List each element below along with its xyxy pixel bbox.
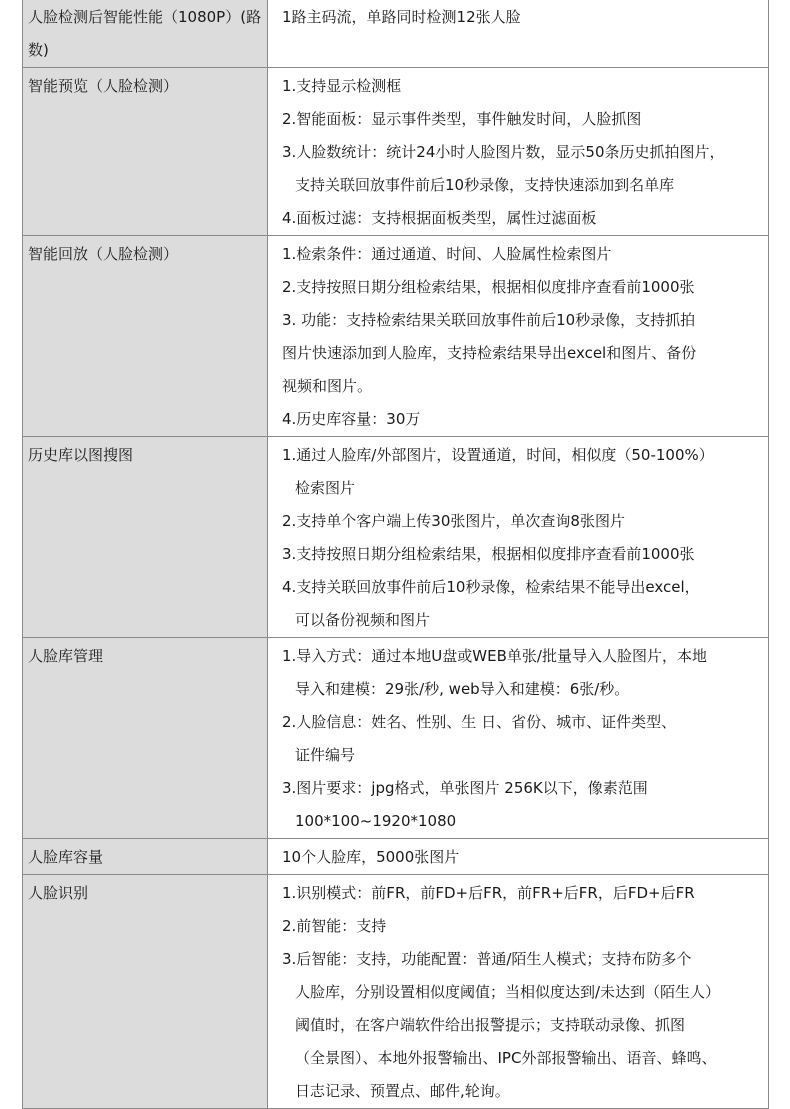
spec-value-line: 10个人脸库，5000张图片 <box>282 848 460 866</box>
spec-value-line: 3.支持按照日期分组检索结果，根据相似度排序查看前1000张 <box>282 545 695 563</box>
spec-value-line: 4.面板过滤：支持根据面板类型，属性过滤面板 <box>282 209 597 227</box>
spec-value-line: 2.支持按照日期分组检索结果，根据相似度排序查看前1000张 <box>282 278 695 296</box>
spec-row <box>23 437 769 638</box>
spec-value-line: 1.检索条件：通过通道、时间、人脸属性检索图片 <box>282 245 612 263</box>
spec-value <box>268 437 769 638</box>
spec-value-line: 100*100~1920*1080 <box>295 812 457 830</box>
spec-label: 人脸库管理 <box>23 638 268 839</box>
spec-label: 历史库以图搜图 <box>23 437 268 638</box>
spec-value <box>268 236 769 437</box>
spec-label: 人脸识别 <box>23 875 268 1109</box>
spec-value-line: 4.历史库容量：30万 <box>282 410 421 428</box>
spec-value-line: 1.支持显示检测框 <box>282 77 402 95</box>
spec-value-line: 可以备份视频和图片 <box>295 611 431 629</box>
spec-value-line: 1.导入方式：通过本地U盘或WEB单张/批量导入人脸图片，本地 <box>282 647 707 665</box>
spec-value-line: 视频和图片。 <box>282 377 373 395</box>
spec-value-line: 1路主码流，单路同时检测12张人脸 <box>282 8 521 26</box>
spec-label: 智能预览（人脸检测） <box>23 68 268 236</box>
spec-value-line: 证件编号 <box>295 746 356 764</box>
spec-value-line: 2.前智能：支持 <box>282 917 387 935</box>
spec-label: 人脸检测后智能性能（1080P）(路数) <box>23 0 268 68</box>
spec-value-line: 3. 功能：支持检索结果关联回放事件前后10秒录像，支持抓拍 <box>282 311 696 329</box>
spec-value-line: 日志记录、预置点、邮件,轮询。 <box>295 1082 510 1100</box>
spec-value-line: 1.通过人脸库/外部图片，设置通道，时间，相似度（50-100%） <box>282 446 714 464</box>
spec-value <box>268 68 769 236</box>
spec-row <box>23 875 769 1109</box>
spec-row <box>23 236 769 437</box>
spec-table <box>22 0 769 1109</box>
spec-value-line: 导入和建模：29张/秒, web导入和建模：6张/秒。 <box>295 680 630 698</box>
spec-value-line: 阈值时，在客户端软件给出报警提示；支持联动录像、抓图 <box>295 1016 686 1034</box>
spec-value-line: 4.支持关联回放事件前后10秒录像，检索结果不能导出excel， <box>282 578 700 596</box>
spec-value-line: 2.人脸信息：姓名、性别、生 日、省份、城市、证件类型、 <box>282 713 677 731</box>
spec-row <box>23 638 769 839</box>
spec-label: 智能回放（人脸检测） <box>23 236 268 437</box>
spec-value <box>268 0 769 68</box>
spec-value-line: 1.识别模式：前FR，前FD+后FR，前FR+后FR，后FD+后FR <box>282 884 695 902</box>
spec-value <box>268 839 769 875</box>
spec-row <box>23 839 769 875</box>
spec-row <box>23 68 769 236</box>
spec-value-line: 3.图片要求：jpg格式，单张图片 256K以下，像素范围 <box>282 779 648 797</box>
spec-value-line: 3.人脸数统计：统计24小时人脸图片数，显示50条历史抓拍图片， <box>282 143 725 161</box>
spec-value-line: 2.支持单个客户端上传30张图片，单次查询8张图片 <box>282 512 625 530</box>
spec-value <box>268 875 769 1109</box>
spec-label: 人脸库容量 <box>23 839 268 875</box>
spec-value-line: 支持关联回放事件前后10秒录像，支持快速添加到名单库 <box>295 176 675 194</box>
spec-table-body <box>23 0 769 1109</box>
spec-value-line: 检索图片 <box>295 479 356 497</box>
spec-value-line: 3.后智能：支持，功能配置：普通/陌生人模式；支持布防多个 <box>282 950 692 968</box>
spec-row <box>23 0 769 68</box>
spec-value-line: 人脸库，分别设置相似度阈值；当相似度达到/未达到（陌生人） <box>295 983 721 1001</box>
spec-value-line: 2.智能面板：显示事件类型，事件触发时间，人脸抓图 <box>282 110 642 128</box>
spec-value-line: 图片快速添加到人脸库，支持检索结果导出excel和图片、备份 <box>282 344 697 362</box>
spec-value <box>268 638 769 839</box>
spec-value-line: （全景图）、本地外报警输出、IPC外部报警输出、语音、蜂鸣、 <box>295 1049 717 1067</box>
